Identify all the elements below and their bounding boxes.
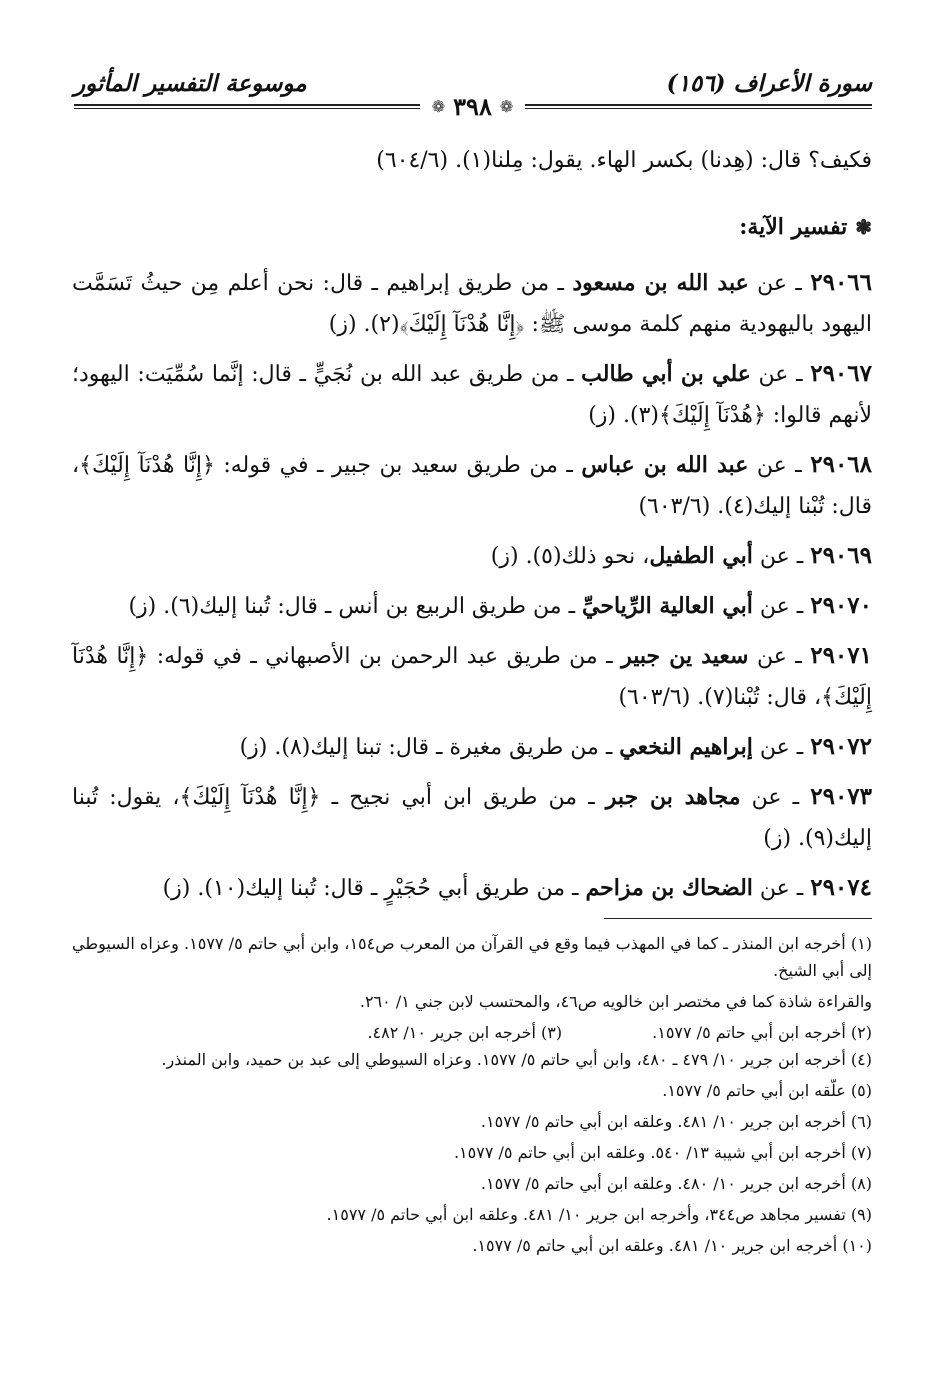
entry-number: ٢٩٠٧٣	[810, 783, 873, 810]
entry-prefix: ـ عن	[757, 271, 802, 296]
entry-narrator: أبي الطفيل	[649, 543, 753, 569]
entry-number: ٢٩٠٦٩	[810, 542, 872, 569]
footnote: (٤) أخرجه ابن جرير ١٠/ ٤٧٩ ـ ٤٨٠، وابن أبي حاتم ٥/ ١٥٧٧. وعزاه السيوطي إلى عبد بن حميد، وابن المنذر.	[161, 1050, 872, 1069]
entry-narrator: الضحاك بن مزاحم	[585, 875, 753, 901]
footnote: (١) أخرجه ابن المنذر ـ كما في المهذب فيما وقع في القرآن من المعرب ص١٥٤، وابن أبي حاتم ٥/ ١٥٧٧. وعزاه السيوطي إلى أبي الشيخ.	[72, 934, 873, 980]
footnote: (٧) أخرجه ابن أبي شيبة ١٣/ ٥٤٠. وعلقه ابن أبي حاتم ٥/ ١٥٧٧.	[453, 1143, 872, 1162]
footnote: (٦) أخرجه ابن جرير ١٠/ ٤٨١. وعلقه ابن أبي حاتم ٥/ ١٥٧٧.	[480, 1112, 872, 1131]
entry-text: ـ من طريق إبراهيم ـ قال: نحن أعلم مِن حيثُ تَسَمَّت اليهود باليهودية منهم كلمة موسى ﷺ: ﴿إِنَّا هُدْنَآ إِلَيْكَ﴾(٢). (ز)	[72, 271, 872, 337]
entry	[72, 444, 872, 527]
footnote: (٣) أخرجه ابن جرير ١٠/ ٤٨٢.	[367, 1023, 563, 1042]
entry-number: ٢٩٠٧٤	[810, 874, 872, 901]
entry	[72, 776, 872, 859]
main-text	[72, 140, 872, 917]
entry-prefix: ـ عن	[756, 644, 802, 669]
footnote: والقراءة شاذة كما في مختصر ابن خالويه ص٤٦، والمحتسب لابن جني ١/ ٢٦٠.	[359, 992, 872, 1011]
entry-text: ـ من طريق مغيرة ـ قال: تبنا إليك(٨). (ز)	[239, 735, 613, 760]
entry-text: ـ من طريق أبي حُجَيْرٍ ـ قال: تُبنا إليك(١٠). (ز)	[162, 876, 579, 901]
entry	[72, 535, 872, 577]
footnote: (٢) أخرجه ابن أبي حاتم ٥/ ١٥٧٧.	[652, 1023, 872, 1042]
entry-number: ٢٩٠٧٠	[810, 592, 872, 619]
ornament-icon: ❁	[431, 96, 446, 116]
entry-narrator: إبراهيم النخعي	[619, 734, 753, 760]
entry-narrator: عبد الله بن عباس	[581, 452, 749, 478]
entry-number: ٢٩٠٦٧	[810, 360, 872, 387]
entry-prefix: ـ عن	[759, 735, 804, 760]
footnote-separator	[604, 918, 872, 919]
entry-narrator: علي بن أبي طالب	[581, 361, 751, 387]
entry-prefix: ـ عن	[751, 785, 800, 810]
entry	[72, 867, 872, 909]
entry-narrator: سعيد ين جبير	[621, 643, 749, 669]
ornament-icon: ❁	[499, 96, 514, 116]
entry-text: ـ من طريق عبد الله بن نُجَيٍّ ـ قال: إنَّما سُمِّيَت: اليهود؛ لأنهم قالوا: ﴿هُدْنَآ إِلَيْكَ﴾(٣). (ز)	[72, 362, 872, 428]
entry-prefix: ـ عن	[759, 594, 804, 619]
entry	[72, 585, 872, 627]
entry-text: ، نحو ذلك(٥). (ز)	[490, 544, 650, 569]
entry	[72, 353, 872, 436]
entry-text: ـ من طريق سعيد بن جبير ـ في قوله: ﴿إِنَّا هُدْنَآ إِلَيْكَ﴾، قال: تُبْنا إليك(٤). (٦٠٣/٦)	[72, 453, 872, 519]
footnotes	[72, 930, 872, 1263]
entry-number: ٢٩٠٦٨	[810, 451, 873, 478]
entry-prefix: ـ عن	[758, 362, 803, 387]
entry-text: ـ من طريق ابن أبي نجيح ـ ﴿إِنَّا هُدْنَآ إِلَيْكَ﴾، يقول: تُبنا إليك(٩). (ز)	[72, 785, 872, 851]
page-number-area	[0, 91, 945, 121]
entry-number: ٢٩٠٧١	[810, 642, 872, 669]
page-number: ٣٩٨	[453, 91, 492, 121]
section-heading	[72, 207, 872, 248]
footnote: (٨) أخرجه ابن جرير ١٠/ ٤٨٠. وعلقه ابن أبي حاتم ٥/ ١٥٧٧.	[480, 1174, 872, 1193]
surah-label: سورة الأعراف (١٥٦)	[666, 69, 872, 97]
flower-icon: ❃	[855, 215, 872, 239]
entry-number: ٢٩٠٧٢	[810, 733, 872, 760]
entry-number: ٢٩٠٦٦	[810, 269, 873, 296]
section-heading-text: تفسير الآية:	[739, 214, 848, 240]
footnote-pair	[72, 1019, 872, 1046]
entry-narrator: أبي العالية الرِّياحيِّ	[582, 593, 753, 619]
entry	[72, 726, 872, 768]
entry-prefix: ـ عن	[759, 544, 804, 569]
entry-text: ـ من طريق عبد الرحمن بن الأصبهاني ـ في قوله: ﴿إِنَّا هُدْنَآ إِلَيْكَ﴾، قال: تُبْنا(٧). (٦٠٣/٦)	[72, 644, 872, 710]
entry-text: ـ من طريق الربيع بن أنس ـ قال: تُبنا إليك(٦). (ز)	[128, 594, 576, 619]
footnote: (٩) تفسير مجاهد ص٣٤٤، وأخرجه ابن جرير ١٠/ ٤٨١. وعلقه ابن أبي حاتم ٥/ ١٥٧٧.	[326, 1205, 872, 1224]
entry	[72, 262, 872, 345]
footnote: (٥) علّقه ابن أبي حاتم ٥/ ١٥٧٧.	[662, 1081, 872, 1100]
entry	[72, 635, 872, 718]
entry-narrator: عبد الله بن مسعود	[572, 270, 749, 296]
footnote: (١٠) أخرجه ابن جرير ١٠/ ٤٨١. وعلقه ابن أبي حاتم ٥/ ١٥٧٧.	[472, 1236, 872, 1255]
entry-prefix: ـ عن	[759, 876, 804, 901]
entry-narrator: مجاهد بن جبر	[605, 784, 741, 810]
intro-line: فكيف؟ قال: (هِدنا) بكسر الهاء. يقول: مِلنا(١). (٦٠٤/٦)	[376, 148, 872, 173]
entry-prefix: ـ عن	[756, 453, 802, 478]
book-title: موسوعة التفسير المأثور	[74, 69, 307, 97]
